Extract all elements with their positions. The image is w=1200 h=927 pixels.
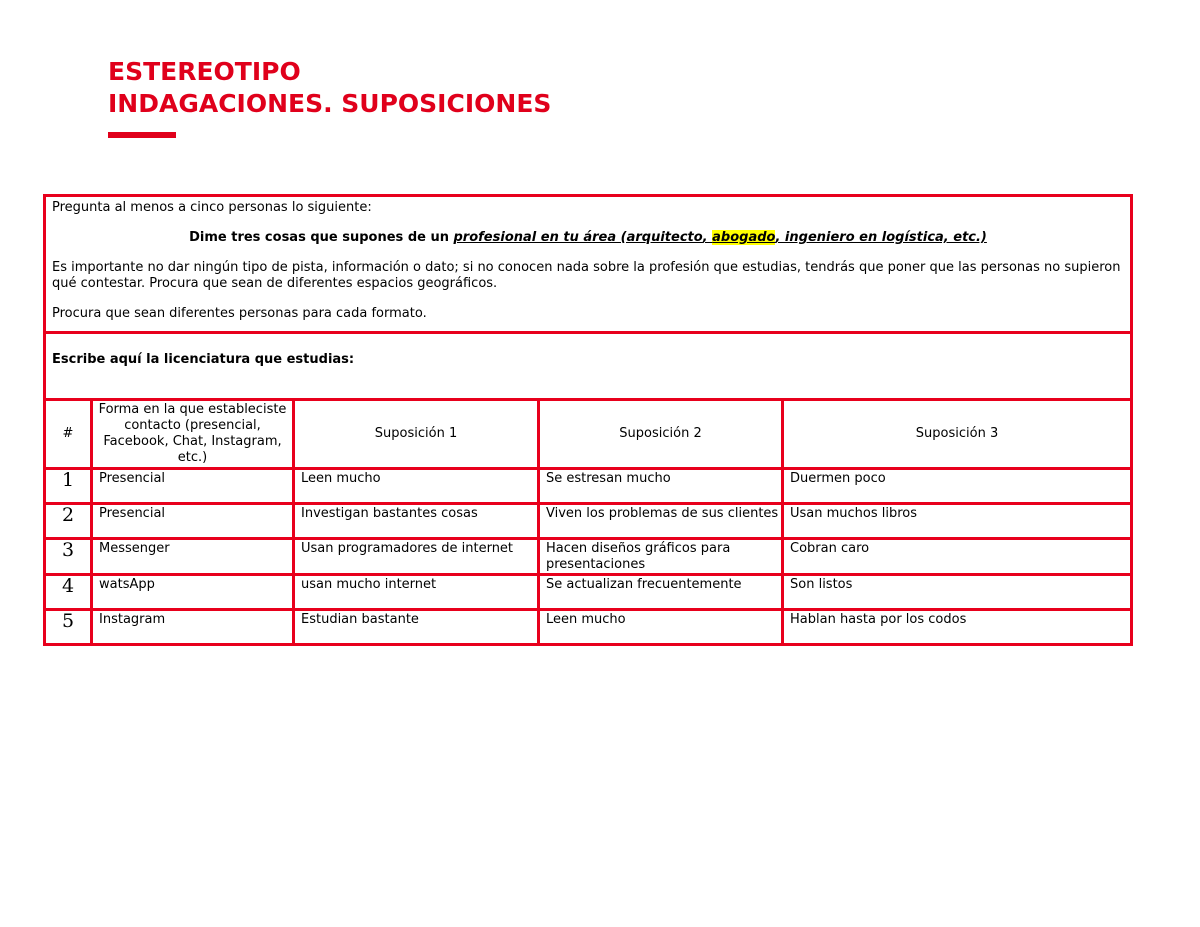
header-suposicion-3: Suposición 3 (783, 400, 1132, 469)
table-row (45, 610, 1132, 645)
suposicion-1-cell[interactable]: usan mucho internet (294, 575, 539, 610)
contact-method-cell[interactable]: Instagram (92, 610, 294, 645)
survey-table (43, 194, 1133, 646)
survey-question (52, 230, 1124, 246)
row-number: 4 (45, 575, 92, 610)
row-number: 2 (45, 504, 92, 539)
table-header-row (45, 400, 1132, 469)
title-line-1: ESTEREOTIPO (108, 57, 301, 86)
suposicion-2-cell[interactable]: Se estresan mucho (539, 469, 783, 504)
suposicion-3-cell[interactable]: Usan muchos libros (783, 504, 1132, 539)
suposicion-2-cell[interactable]: Hacen diseños gráficos para presentaciones (539, 539, 783, 575)
title-underline-bar (108, 132, 176, 138)
suposicion-1-cell[interactable]: Estudian bastante (294, 610, 539, 645)
header-suposicion-1: Suposición 1 (294, 400, 539, 469)
question-part-1: profesional en tu área (arquitecto (453, 230, 703, 245)
suposicion-3-cell[interactable]: Hablan hasta por los codos (783, 610, 1132, 645)
table-row (45, 575, 1132, 610)
row-number: 5 (45, 610, 92, 645)
instructions-paragraph-3: Procura que sean diferentes personas para cada formato. (52, 306, 427, 321)
page-title (108, 56, 551, 120)
question-comma: , (702, 230, 713, 245)
contact-method-cell[interactable]: Presencial (92, 504, 294, 539)
suposicion-1-cell[interactable]: Usan programadores de internet (294, 539, 539, 575)
question-part-2: , ingeniero en logística, etc.) (775, 230, 987, 245)
header-suposicion-2: Suposición 2 (539, 400, 783, 469)
table-row (45, 469, 1132, 504)
suposicion-1-cell[interactable]: Investigan bastantes cosas (294, 504, 539, 539)
title-line-2: INDAGACIONES. SUPOSICIONES (108, 89, 552, 118)
instructions-paragraph-2: Es importante no dar ningún tipo de pista, información o dato; si no conocen nada sobre la profesión que estudias, tendrás que poner que las personas no supieron qué contestar. Procura que sean de diferentes espacios geográficos. (52, 260, 1121, 291)
suposicion-3-cell[interactable]: Cobran caro (783, 539, 1132, 575)
question-prefix: Dime tres cosas que supones de un (189, 230, 454, 245)
suposicion-1-cell[interactable]: Leen mucho (294, 469, 539, 504)
row-number: 1 (45, 469, 92, 504)
instructions-cell (45, 196, 1132, 333)
contact-method-cell[interactable]: Messenger (92, 539, 294, 575)
table-row (45, 504, 1132, 539)
suposicion-2-cell[interactable]: Viven los problemas de sus clientes (539, 504, 783, 539)
suposicion-2-cell[interactable]: Leen mucho (539, 610, 783, 645)
suposicion-3-cell[interactable]: Duermen poco (783, 469, 1132, 504)
question-highlight: abogado (712, 230, 776, 245)
licenciatura-field[interactable]: Escribe aquí la licenciatura que estudias: (45, 333, 1132, 400)
contact-method-cell[interactable]: Presencial (92, 469, 294, 504)
contact-method-cell[interactable]: watsApp (92, 575, 294, 610)
instructions-line-1: Pregunta al menos a cinco personas lo siguiente: (52, 200, 372, 215)
header-number: # (45, 400, 92, 469)
table-row (45, 539, 1132, 575)
suposicion-2-cell[interactable]: Se actualizan frecuentemente (539, 575, 783, 610)
row-number: 3 (45, 539, 92, 575)
header-contact-method: Forma en la que estableciste contacto (presencial, Facebook, Chat, Instagram, etc.) (92, 400, 294, 469)
suposicion-3-cell[interactable]: Son listos (783, 575, 1132, 610)
